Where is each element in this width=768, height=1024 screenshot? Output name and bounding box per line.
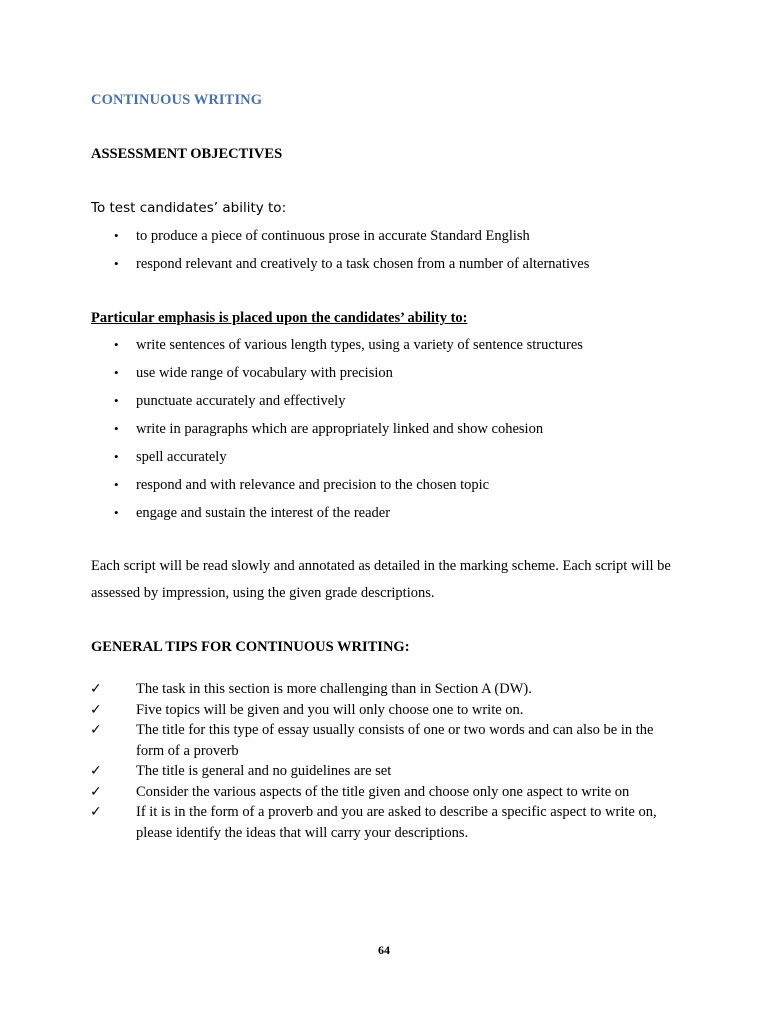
- page-number: 64: [378, 943, 390, 957]
- assessment-objectives-heading: ASSESSMENT OBJECTIVES: [91, 146, 283, 162]
- tips-list: [0, 679, 768, 843]
- section-title: CONTINUOUS WRITING: [91, 92, 263, 108]
- list-item: ✓ The task in this section is more challenging than in Section A (DW).: [0, 679, 768, 700]
- checkmark-icon: ✓: [90, 804, 102, 820]
- checkmark-icon: ✓: [90, 701, 102, 718]
- bullet-icon: •: [114, 421, 119, 436]
- marking-paragraph: Each script will be read slowly and annotated as detailed in the marking scheme. Each script will be assessed by impression, using the given grade descriptions.: [91, 558, 671, 601]
- bullet-icon: •: [114, 337, 119, 352]
- checkmark-icon: ✓: [90, 722, 102, 738]
- list-item: ✓ Consider the various aspects of the title given and choose only one aspect to write on: [0, 782, 768, 803]
- bullet-icon: •: [114, 477, 119, 492]
- list-item: ✓ Five topics will be given and you will only choose one to write on.: [0, 700, 768, 721]
- bullet-icon: •: [114, 365, 119, 380]
- list-item: ✓ The title is general and no guidelines are set: [0, 761, 768, 782]
- bullet-icon: •: [114, 256, 119, 271]
- tips-heading: GENERAL TIPS FOR CONTINUOUS WRITING:: [91, 639, 410, 655]
- bullet-icon: •: [114, 393, 119, 408]
- list-item: ✓ If it is in the form of a proverb and you are asked to describe a specific aspect to write on, please identify the ideas that will carry your descriptions.: [90, 804, 657, 841]
- bullet-icon: •: [114, 449, 119, 464]
- bullet-icon: •: [114, 228, 119, 243]
- checkmark-icon: ✓: [90, 763, 102, 779]
- list-item: ✓ The title for this type of essay usually consists of one or two words and can also be in the form of a proverb: [90, 722, 654, 759]
- intro-text: To test candidates’ ability to:: [91, 200, 287, 216]
- emphasis-heading: Particular emphasis is placed upon the candidates’ ability to:: [91, 310, 468, 326]
- checkmark-icon: ✓: [90, 783, 102, 800]
- bullet-icon: •: [114, 505, 119, 520]
- checkmark-icon: ✓: [90, 681, 102, 697]
